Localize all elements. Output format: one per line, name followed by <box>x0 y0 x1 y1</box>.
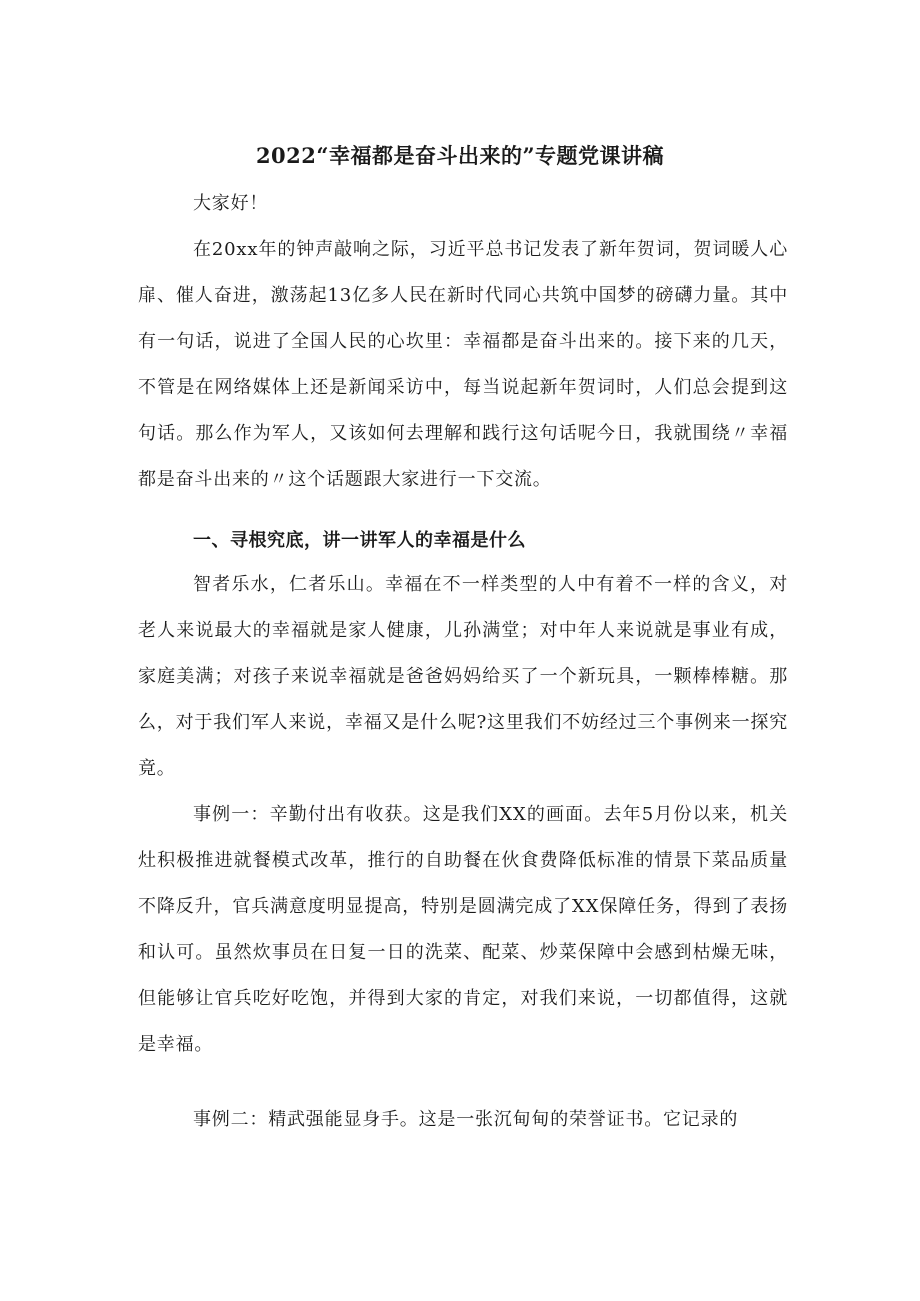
example-two-paragraph: 事例二：精武强能显身手。这是一张沉甸甸的荣誉证书。它记录的 <box>193 1109 739 1130</box>
document-title: 2022“幸福都是奋斗出来的”专题党课讲稿 <box>255 143 665 168</box>
section-heading: 一、寻根究底，讲一讲军人的幸福是什么 <box>193 530 526 551</box>
greeting-paragraph: 大家好！ <box>193 193 269 214</box>
example-one-paragraph: 事例一：辛勤付出有收获。这是我们XX的画面。去年5月份以来，机关灶积极推进就餐模式改革，推行的自助餐在伙食费降低标准的情景下菜品质量不降反升，官兵满意度明显提高，特别是圆满完成了XX保障任务，得到了表扬和认可。虽然炊事员在日复一日的洗菜、配菜、炒菜保障中会感到枯燥无味，但能够让官兵吃好吃饱，并得到大家的肯定，对我们来说，一切都值得，这就是幸福。 <box>138 804 788 1055</box>
happiness-meaning-paragraph: 智者乐水，仁者乐山。幸福在不一样类型的人中有着不一样的含义，对老人来说最大的幸福就是家人健康，儿孙满堂；对中年人来说就是事业有成，家庭美满；对孩子来说幸福就是爸爸妈妈给买了一个新玩具，一颗棒棒糖。那么，对于我们军人来说，幸福又是什么呢?这里我们不妨经过三个事例来一探究竟。 <box>138 574 788 779</box>
intro-paragraph: 在20xx年的钟声敲响之际，习近平总书记发表了新年贺词，贺词暖人心扉、催人奋进，激荡起13亿多人民在新时代同心共筑中国梦的磅礴力量。其中有一句话，说进了全国人民的心坎里：幸福都是奋斗出来的。接下来的几天，不管是在网络媒体上还是新闻采访中，每当说起新年贺词时，人们总会提到这句话。那么作为军人，又该如何去理解和践行这句话呢今日，我就围绕〃幸福都是奋斗出来的〃这个话题跟大家进行一下交流。 <box>138 239 788 490</box>
